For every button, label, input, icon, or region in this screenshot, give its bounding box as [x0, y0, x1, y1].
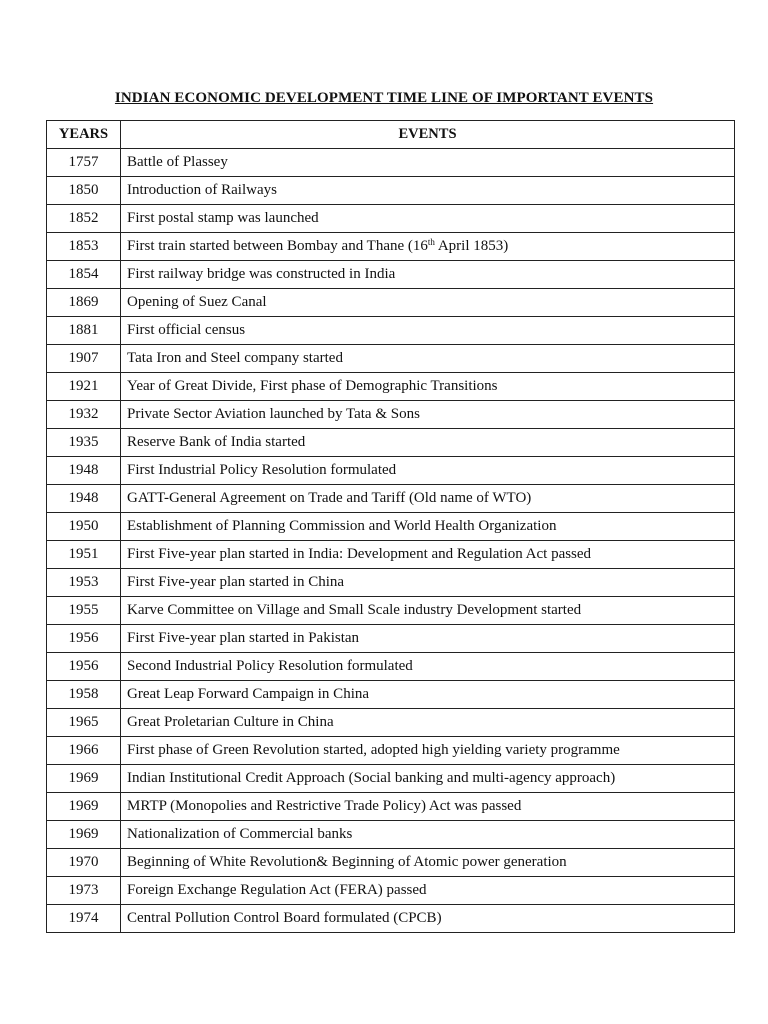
year-cell: 1974 — [47, 905, 121, 933]
table-row — [47, 205, 735, 233]
table-row — [47, 429, 735, 457]
event-cell: Foreign Exchange Regulation Act (FERA) passed — [121, 877, 735, 905]
event-cell: Karve Committee on Village and Small Scale industry Development started — [121, 597, 735, 625]
year-cell: 1958 — [47, 681, 121, 709]
year-cell: 1951 — [47, 541, 121, 569]
year-cell: 1969 — [47, 793, 121, 821]
year-cell: 1955 — [47, 597, 121, 625]
year-cell: 1973 — [47, 877, 121, 905]
table-row — [47, 177, 735, 205]
event-text: First train started between Bombay and Thane (16 — [127, 238, 428, 254]
event-cell: Nationalization of Commercial banks — [121, 821, 735, 849]
event-cell: First Industrial Policy Resolution formulated — [121, 457, 735, 485]
year-cell: 1948 — [47, 457, 121, 485]
year-cell: 1935 — [47, 429, 121, 457]
event-cell: First postal stamp was launched — [121, 205, 735, 233]
event-cell: Great Proletarian Culture in China — [121, 709, 735, 737]
table-row — [47, 401, 735, 429]
table-row — [47, 261, 735, 289]
year-cell: 1854 — [47, 261, 121, 289]
table-row — [47, 289, 735, 317]
table-row — [47, 233, 735, 261]
table-row — [47, 373, 735, 401]
table-row — [47, 597, 735, 625]
table-row — [47, 709, 735, 737]
event-cell: Establishment of Planning Commission and World Health Organization — [121, 513, 735, 541]
timeline-table — [46, 120, 735, 933]
year-cell: 1853 — [47, 233, 121, 261]
event-cell: MRTP (Monopolies and Restrictive Trade Policy) Act was passed — [121, 793, 735, 821]
table-row — [47, 345, 735, 373]
table-row — [47, 905, 735, 933]
table-row — [47, 765, 735, 793]
year-cell: 1869 — [47, 289, 121, 317]
table-row — [47, 653, 735, 681]
year-cell: 1969 — [47, 821, 121, 849]
event-cell: Reserve Bank of India started — [121, 429, 735, 457]
event-cell: First Five-year plan started in India: Development and Regulation Act passed — [121, 541, 735, 569]
year-cell: 1850 — [47, 177, 121, 205]
event-cell: Introduction of Railways — [121, 177, 735, 205]
timeline-rows — [47, 149, 735, 933]
event-cell: Tata Iron and Steel company started — [121, 345, 735, 373]
year-cell: 1948 — [47, 485, 121, 513]
table-row — [47, 681, 735, 709]
event-cell: Indian Institutional Credit Approach (Social banking and multi-agency approach) — [121, 765, 735, 793]
table-row — [47, 457, 735, 485]
table-row — [47, 625, 735, 653]
table-row — [47, 793, 735, 821]
table-header-row — [47, 121, 735, 149]
table-row — [47, 541, 735, 569]
event-cell: First Five-year plan started in Pakistan — [121, 625, 735, 653]
year-cell: 1956 — [47, 653, 121, 681]
years-column-header: YEARS — [47, 121, 121, 149]
event-cell: Private Sector Aviation launched by Tata & Sons — [121, 401, 735, 429]
year-cell: 1966 — [47, 737, 121, 765]
year-cell: 1969 — [47, 765, 121, 793]
table-row — [47, 877, 735, 905]
table-row — [47, 821, 735, 849]
year-cell: 1757 — [47, 149, 121, 177]
event-cell: Year of Great Divide, First phase of Demographic Transitions — [121, 373, 735, 401]
event-superscript: th — [427, 237, 435, 247]
year-cell: 1881 — [47, 317, 121, 345]
year-cell: 1852 — [47, 205, 121, 233]
event-cell: First railway bridge was constructed in India — [121, 261, 735, 289]
year-cell: 1956 — [47, 625, 121, 653]
event-cell: Second Industrial Policy Resolution formulated — [121, 653, 735, 681]
year-cell: 1970 — [47, 849, 121, 877]
table-row — [47, 513, 735, 541]
year-cell: 1921 — [47, 373, 121, 401]
table-row — [47, 485, 735, 513]
event-cell: Opening of Suez Canal — [121, 289, 735, 317]
event-cell: GATT-General Agreement on Trade and Tariff (Old name of WTO) — [121, 485, 735, 513]
table-row — [47, 849, 735, 877]
event-cell: First Five-year plan started in China — [121, 569, 735, 597]
events-column-header: EVENTS — [121, 121, 735, 149]
year-cell: 1932 — [47, 401, 121, 429]
table-row — [47, 737, 735, 765]
table-row — [47, 317, 735, 345]
event-cell: Battle of Plassey — [121, 149, 735, 177]
year-cell: 1965 — [47, 709, 121, 737]
table-row — [47, 149, 735, 177]
table-row — [47, 569, 735, 597]
document-title: INDIAN ECONOMIC DEVELOPMENT TIME LINE OF IMPORTANT EVENTS — [114, 90, 654, 106]
event-cell: Central Pollution Control Board formulated (CPCB) — [121, 905, 735, 933]
event-cell: Great Leap Forward Campaign in China — [121, 681, 735, 709]
year-cell: 1953 — [47, 569, 121, 597]
event-cell: First phase of Green Revolution started, adopted high yielding variety programme — [121, 737, 735, 765]
event-cell — [121, 233, 735, 261]
event-cell: First official census — [121, 317, 735, 345]
event-cell: Beginning of White Revolution& Beginning of Atomic power generation — [121, 849, 735, 877]
year-cell: 1907 — [47, 345, 121, 373]
event-text-continued: April 1853) — [434, 238, 509, 254]
year-cell: 1950 — [47, 513, 121, 541]
